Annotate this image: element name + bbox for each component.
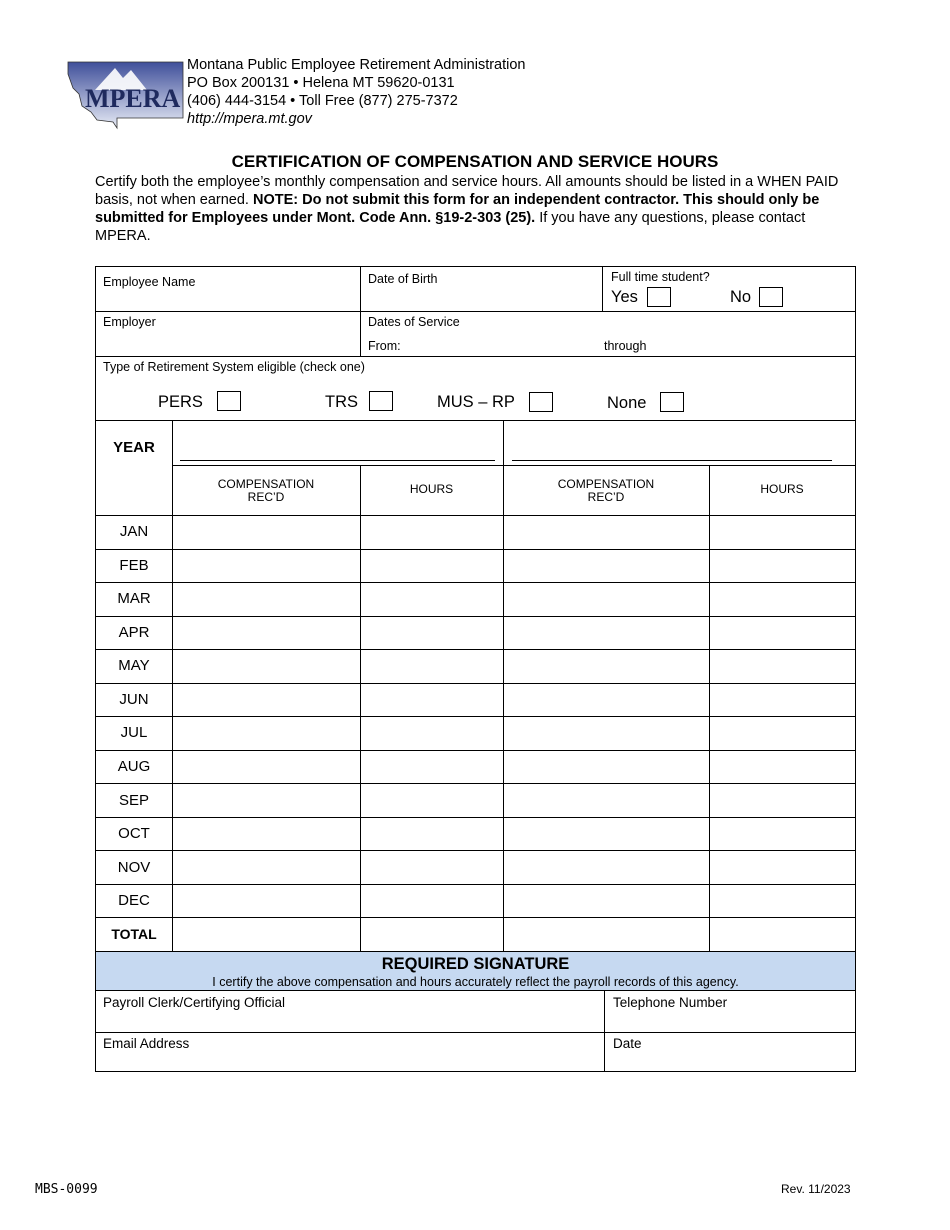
compensation-header-1-line1: COMPENSATION	[217, 477, 315, 491]
month-oct: OCT	[118, 825, 150, 842]
student-no-checkbox[interactable]	[759, 287, 783, 307]
telephone-label: Telephone Number	[613, 995, 728, 1010]
student-yes-label: Yes	[611, 288, 638, 306]
compensation-header-2-line2: REC’D	[587, 490, 625, 504]
year-label: YEAR	[113, 439, 155, 456]
option-pers-label: PERS	[158, 393, 203, 411]
certifying-official-label: Payroll Clerk/Certifying Official	[103, 995, 286, 1010]
signature-title: REQUIRED SIGNATURE	[381, 955, 570, 973]
month-aug: AUG	[117, 758, 151, 775]
service-through-label: through	[604, 339, 647, 353]
compensation-header-2	[503, 478, 709, 504]
option-mus-rp-label: MUS – RP	[437, 393, 515, 411]
month-mar: MAR	[117, 590, 151, 607]
org-address-block	[187, 56, 526, 128]
mpera-logo	[67, 60, 185, 130]
option-trs-label: TRS	[325, 393, 358, 411]
month-apr: APR	[118, 624, 150, 641]
intro-note: NOTE: Do not submit this form for an independent contractor. This should only be submitted for Employees under Mont. Code Ann. §19-2-303 (25).	[95, 192, 820, 226]
month-jan: JAN	[119, 523, 149, 540]
compensation-header-2-line1: COMPENSATION	[557, 477, 655, 491]
form-id: MBS-0099	[35, 1182, 98, 1197]
employee-name-label: Employee Name	[103, 275, 196, 289]
month-may: MAY	[118, 657, 150, 674]
month-jul: JUL	[120, 724, 148, 741]
month-jun: JUN	[119, 691, 149, 708]
date-of-birth-label: Date of Birth	[368, 272, 438, 286]
employer-label: Employer	[103, 315, 156, 329]
option-mus-rp-checkbox[interactable]	[529, 392, 553, 412]
org-name: Montana Public Employee Retirement Administration	[187, 57, 526, 73]
retirement-system-label: Type of Retirement System eligible (check one)	[103, 360, 365, 374]
svg-text:MPERA: MPERA	[85, 84, 181, 113]
hours-header-2: HOURS	[760, 482, 804, 496]
date-label: Date	[613, 1036, 642, 1051]
intro-paragraph	[95, 173, 860, 245]
intro-contact: If you have any questions, please contact MPERA.	[95, 210, 806, 244]
revision-date: Rev. 11/2023	[781, 1182, 851, 1196]
option-trs-checkbox[interactable]	[369, 391, 393, 411]
year-input-1[interactable]	[180, 428, 495, 460]
compensation-header-1-line2: REC’D	[247, 490, 285, 504]
email-label: Email Address	[103, 1036, 190, 1051]
month-dec: DEC	[118, 892, 150, 909]
hours-header-1: HOURS	[409, 482, 454, 496]
org-website: http://mpera.mt.gov	[187, 111, 312, 127]
month-feb: FEB	[119, 557, 149, 574]
option-none-checkbox[interactable]	[660, 392, 684, 412]
org-phone: (406) 444-3154 • Toll Free (877) 275-7372	[187, 93, 458, 109]
intro-text: Certify both the employee’s monthly compensation and service hours. All amounts should be listed in a WHEN PAID basis, not when earned.	[95, 174, 839, 208]
student-no-label: No	[730, 288, 752, 306]
month-nov: NOV	[117, 859, 151, 876]
service-from-label: From:	[368, 339, 401, 353]
month-sep: SEP	[118, 792, 149, 809]
student-yes-checkbox[interactable]	[647, 287, 671, 307]
form-title: CERTIFICATION OF COMPENSATION AND SERVICE HOURS	[231, 152, 719, 171]
total-label: TOTAL	[111, 926, 157, 942]
option-none-label: None	[607, 394, 647, 412]
dates-of-service-label: Dates of Service	[368, 315, 460, 329]
org-address: PO Box 200131 • Helena MT 59620-0131	[187, 75, 455, 91]
compensation-header-1	[172, 478, 360, 504]
option-pers-checkbox[interactable]	[217, 391, 241, 411]
year-input-2[interactable]	[512, 428, 832, 460]
full-time-student-label: Full time student?	[611, 270, 710, 284]
signature-statement: I certify the above compensation and hours accurately reflect the payroll records of this agency.	[212, 975, 739, 989]
